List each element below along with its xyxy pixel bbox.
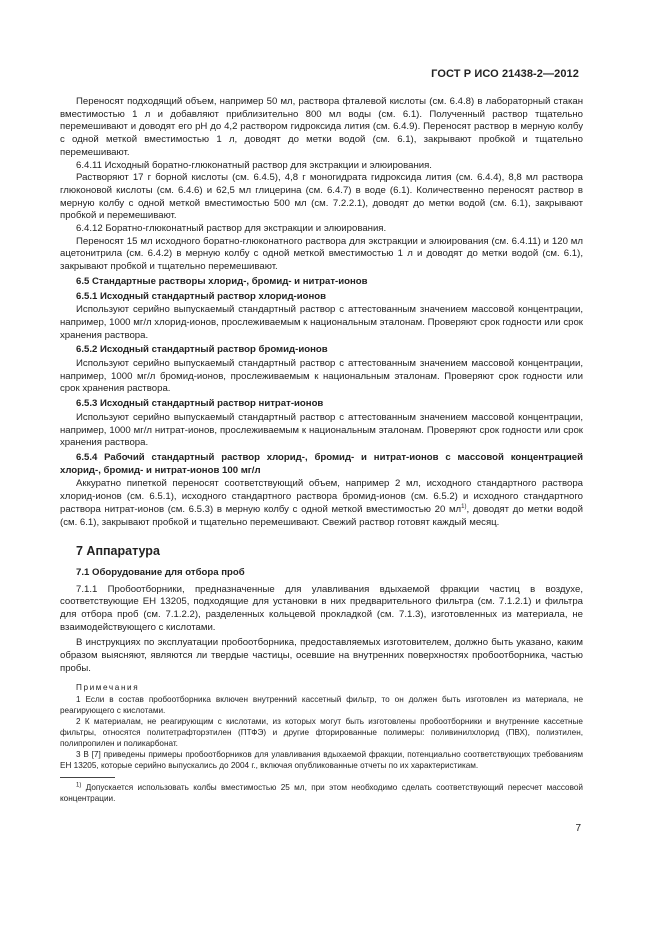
- paragraph: В инструкциях по эксплуатации пробоотборника, предоставляемых изготовителем, должно быть указано, каким образом выясняют, являются ли твердые частицы, осевшие на внутренних поверхностях пробоотборника, частью пробы.: [60, 637, 583, 674]
- heading-6-5-4: 6.5.4 Рабочий стандартный раствор хлорид-, бромид- и нитрат-ионов с массовой концентрацией хлорид-, бромид- и нитрат-ионов 100 мг/л: [60, 451, 583, 476]
- footnote-mark: 1): [76, 781, 82, 788]
- heading-6-5-2: 6.5.2 Исходный стандартный раствор бромид-ионов: [76, 344, 328, 356]
- footnote: [60, 782, 583, 804]
- clause-6-4-12: 6.4.12 Боратно-глюконатный раствор для экстракции и элюирования.: [76, 223, 387, 235]
- heading-7-1: 7.1 Оборудование для отбора проб: [76, 566, 245, 578]
- footnote-text: Допускается использовать колбы вместимостью 25 мл, при этом необходимо сделать соответствующий пересчет массовой концентрации.: [60, 782, 583, 803]
- notes-block: [60, 682, 583, 771]
- paragraph: Используют серийно выпускаемый стандартный раствор с аттестованным значением массовой концентрации, например, 1000 мг/л нитрат-ионов, прослеживаемым к национальным эталонам. Проверяют срок годности или срок хранения раствора.: [60, 411, 583, 449]
- note-1: 1 Если в состав пробоотборника включен внутренний кассетный фильтр, то он должен быть изготовлен из материала, не реагирующего с кислотами.: [60, 694, 583, 715]
- paragraph: Растворяют 17 г борной кислоты (см. 6.4.5), 4,8 г моногидрата гидроксида лития (см. 6.4.4), 8,8 мл раствора глюконовой кислоты (см. 6.4.6) и 62,5 мл глицерина (см. 6.4.7) в воде (6.1). Количественно переносят раствор в мерную колбу с одной меткой вместимостью 500 мл (см. 7.2.2.1), доводят до метки водой (см. 6.1), закрывают пробкой и перемешивают.: [60, 172, 583, 222]
- paragraph: Переносят 15 мл исходного боратно-глюконатного раствора для экстракции и элюирования (см. 6.4.11) и 120 мл ацетонитрила (см. 6.4.2) в мерную колбу с одной меткой вместимостью 1 л и доводят до метки водой (см. 6.1), закрывают пробкой и тщательно перемешивают.: [60, 235, 583, 273]
- section-7-heading: 7 Аппаратура: [76, 544, 160, 559]
- paragraph-part: Аккуратно пипеткой переносят соответствующий объем, например 2 мл, исходного стандартного раствора хлорид-ионов (см. 6.5.1), исходного стандартного раствора бромид-ионов (см. 6.5.2) и исходного стандартного раствора нитрат-ионов (см. 6.5.3) в мерную колбу с одной меткой вместимостью 20 мл: [60, 478, 583, 515]
- heading-6-5-3: 6.5.3 Исходный стандартный раствор нитрат-ионов: [76, 398, 324, 410]
- heading-6-5-1: 6.5.1 Исходный стандартный раствор хлорид-ионов: [76, 290, 327, 302]
- main-text: [60, 96, 583, 804]
- clause-6-4-11: 6.4.11 Исходный боратно-глюконатный раствор для экстракции и элюирования.: [76, 159, 432, 171]
- footnote-reference: 1): [461, 503, 467, 510]
- note-2: 2 К материалам, не реагирующим с кислотами, из которых могут быть изготовлены пробоотборники и внутренние кассетные фильтры, относятся политетрафторэтилен (ПТФЭ) и другие фторированные полимеры: поливинилхлорид (ПВХ), полиэтилен, полипропилен и поликарбонат.: [60, 716, 583, 748]
- paragraph-part: , доводят до метки водой (см. 6.1), закрывают пробкой и тщательно перемешивают. Свежий раствор готовят каждый месяц.: [60, 503, 583, 528]
- clause-7-1-1: 7.1.1 Пробоотборники, предназначенные для улавливания вдыхаемой фракции частиц в воздухе, соответствующие ЕН 13205, подходящие для установки в них предварительного фильтра (см. 7.1.2.1) и фильтра для отбора проб (см. 7.1.2.2), разделенных кольцевой прокладкой (см. 7.1.3), изготовленных из материала, не взаимодействующего с кислотами.: [60, 583, 583, 633]
- heading-6-5: 6.5 Стандартные растворы хлорид-, бромид- и нитрат-ионов: [76, 275, 368, 287]
- paragraph: [60, 478, 583, 529]
- document-id-header: ГОСТ Р ИСО 21438-2—2012: [431, 68, 579, 80]
- footnote-divider: [60, 777, 115, 778]
- note-3: 3 В [7] приведены примеры пробоотборников для улавливания вдыхаемой фракции, потенциально соответствующих требованиям ЕН 13205, которые серийно выпускались до 2004 г., включая опубликованные отчеты по их характеристикам.: [60, 749, 583, 770]
- paragraph: Переносят подходящий объем, например 50 мл, раствора фталевой кислоты (см. 6.4.8) в лабораторный стакан вместимостью 1 л и добавляют приблизительно 800 мл воды (см. 6.1). Полученный раствор тщательно перемешивают и доводят его pH до 4,2 раствором гидроксида лития (см. 6.4.9). Переносят раствор в мерную колбу с одной меткой вместимостью 1 л, доводят до метки водой (см. 6.1), закрывают пробкой и тщательно перемешивают.: [60, 96, 583, 158]
- page-number: 7: [575, 823, 581, 834]
- notes-title: Примечания: [76, 682, 140, 692]
- paragraph: Используют серийно выпускаемый стандартный раствор с аттестованным значением массовой концентрации, например, 1000 мг/л хлорид-ионов, прослеживаемым к национальным эталонам. Проверяют срок годности или срок хранения раствора.: [60, 304, 583, 341]
- paragraph: Используют серийно выпускаемый стандартный раствор с аттестованным значением массовой концентрации, например, 1000 мг/л бромид-ионов, прослеживаемым к национальным эталонам. Проверяют срок годности или срок хранения раствора.: [60, 358, 583, 395]
